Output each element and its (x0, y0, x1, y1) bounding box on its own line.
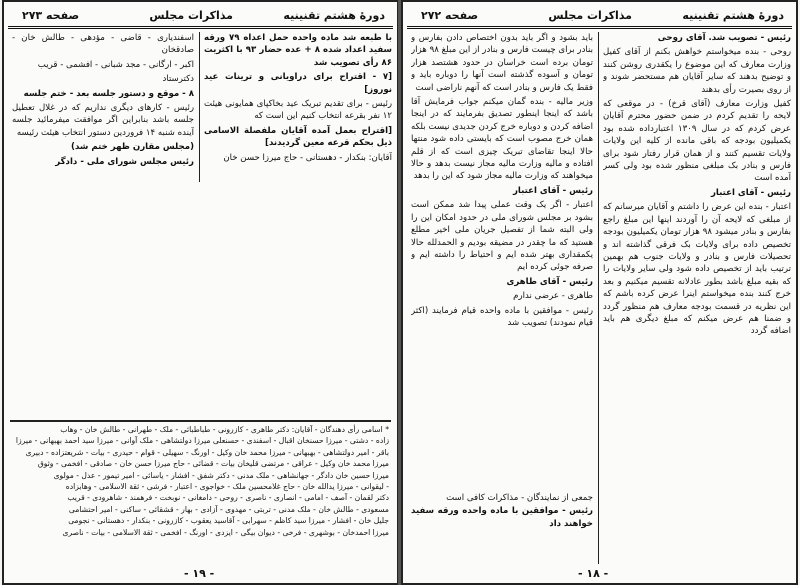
signature-line: رئیس مجلس شورای ملی - دادگر (55, 156, 194, 167)
left-header-page: صفحه ۲۷۳ (22, 9, 80, 22)
column-divider (598, 32, 599, 564)
paragraph: کفیل وزارت معارف (آقای قرخ) - در موقعی که لایحه را تقدیم کردم در ضمن حضور محترم آقایان عرض کردم که در سال ۱۳۰۹ اعتبارداده شده بود یکمیلیون بودجه که باقی مانده از کلیه این ولایات ولایات تقسیم کنند و از همان قرار رفتار شود برای فارس و بنادر بک مبلغی منظور شده بود ولی کسر آمده است (603, 99, 791, 184)
column-divider (199, 32, 200, 182)
left-header-journal: دورهٔ هشتم تقنینیه (283, 9, 385, 22)
left-page-right-column (204, 32, 392, 187)
paragraph: رئیس - برای تقدیم تبریک عید بخاکپای همایونی هیئت ۱۲ نفر بقرعه انتخاب کنیم این است که (204, 99, 392, 122)
paragraph: دکترستاد (162, 74, 194, 85)
paragraph: رئیس - آقای اعتبار (512, 185, 593, 196)
right-page-number: - ۱۸ - (578, 567, 609, 580)
section-heading: [٧ - اقتراح برای دراویانی و ترینات عید نوروز] (204, 72, 392, 95)
right-page-left-column (411, 32, 593, 487)
paragraph: رئیس - کارهای دیگری نداریم که در غلال تعطیل جلسه باشد بنابراین اگر موافقت میفرمائید جلسه آینده شنبه ۱۴ فروردین دستور انتخاب هیئت رئیسه (12, 103, 194, 138)
paragraph: [اقتراح بعمل آمده آقایان ملفصلة الاسامی ذیل بحکم قرعه معین گردیدند] (204, 125, 392, 149)
footnote-line: - لیقوانی - میرزا یدالله خان - حاج غلامحسین ملک - خواجوی - اعتبار - فرشی - ثقة الاسلامی - وهابزاده (65, 482, 389, 492)
paragraph: جمعی از نمایندگان - مذاکرات کافی است (446, 493, 593, 503)
paragraph: رئیس - آقای اعتبار (710, 187, 791, 198)
footnote-line: باقر - امیر دولتشاهی - بهبهانی - میرزا محمد خان وکیل - اورنگ - سهیلی - قوام - حیدری - بیات - شریعتزاده - دبیری (25, 447, 389, 457)
paragraph: باید بشود و اگر باید بدون اختصاص دادن بفارس و بنادر برای چیست فارس و بنادر از این مبلغ ۹۸ هزار تومان برده است خراسان در حدود هشتصد هزار تومان و آسوده گذشته است آنها را دوباره باید و فقط یک فارس و بنادر است که آنهم ناراضی است (411, 33, 593, 93)
paragraph: رئیس - آقای طاهری (506, 276, 593, 287)
right-header-title: مذاکرات مجلس (548, 9, 632, 22)
right-page (401, 0, 798, 585)
footnote-line: مسعودی - طالش خان - ملک مدنی - تربتی - مهدوی - آزادی - بهار - قشقائی - ساکنی - امیر احتشامی (68, 504, 389, 514)
right-header-page: صفحه ۲۷۲ (421, 9, 479, 22)
footnote-line: میرزا احمدخان - بوشهری - فرخی - دیوان بیگی - ایزدی - اورنگ - افخمی - ثقة الاسلامی - بیات - ناصری (62, 527, 389, 537)
paragraph: روحی - بنده میخواستم خواهش بکنم از آقای کفیل وزارت معارف که این موضوع را یکقدری روشن کنند و توضیح بدهند که سایر آقایان هم مستحضر شوند و از روی بصیرت رأی بدهند (603, 47, 791, 95)
footnote-line: * اسامی رأی دهندگان - آقایان: دکتر طاهری - کازرونی - طباطبائی - ملک - طهرانی - طالش خان - وهاب (60, 425, 389, 434)
left-footnote (12, 424, 389, 564)
paragraph: رئیس - تصویب شد. آقای روحی (657, 33, 791, 43)
paragraph: با طبعه شد ماده واحده حمل اعداه ۷۹ ورقه سفید اعداد شده ۸ + عده حضار ۹۳ با اکثریت ۸۶ رأی تصویب شد (204, 33, 392, 68)
left-page (2, 0, 399, 585)
paragraph: آقایان: بنکدار - دهستانی - حاج میرزا حسن خان (223, 152, 392, 163)
paragraph: رئیس - موافقین با ماده واحده ورقه سفید خواهند داد (411, 506, 593, 529)
footnote-line: دکتر لقمان - آصف - امامی - انصاری - ناصری - روحی - دامغانی - نوبخت - فرهمند - شاهرودی - قریب (67, 493, 389, 503)
footnote-line: میرزا حسین خان دادگر - جهانشاهی - ملک مدنی - دکتر شفق - افشار - یاسائی - امیر تیمور - عدل - مولوی (53, 470, 389, 480)
right-page-header (407, 6, 792, 29)
paragraph: رئیس - موافقین با ماده واحده قیام فرمایند (اکثر قیام نمودند) تصویب شد (411, 305, 593, 328)
footnote-divider (10, 420, 391, 422)
left-page-number: - ۱۹ - (184, 567, 215, 580)
footnote-line: زاده - دشتی - میرزا حسنخان اقبال - اسفندی - حسنعلی میرزا دولتشاهی - ملک آوانی - میرزا سید احمد بهبهانی - میرزا (15, 436, 389, 446)
footnote-line: جلیل خان - افشار - میرزا سید کاظم - سهرابی - آقاسید یعقوب - کازرونی - بنکدار - دهستانی - نجومی (68, 516, 389, 526)
paragraph: اسفندیاری - قاضی - مؤدهی - طالش خان - صادقخان (12, 33, 194, 56)
footnote-line: میرزا محمد خان وکیل - عراقی - مرتضی قلیخان بیات - قضائی - حاج میرزا حسن خان - صادقی - افخمی - وثوق (37, 459, 389, 469)
left-page-left-column (12, 32, 194, 192)
paragraph: وزیر مالیه - بنده گمان میکنم جواب فرمایش آقا باشد که اینجا اینطور تصدیق بفرمایند که در اینجا اضافه کردن و دوباره خرج کردن جدیدی نیست بلکه همان خرج مصوب است که بایستی داده شود منتها حالا اینجا تقاضای تبریک چیزی است که از قلم افتاده و مالیه وزارت مالیه مجاز نیست بدهد و حالا میخواهند که وزارت مالیه مجاز شود که این را بدهد (411, 97, 593, 182)
paragraph: اکبر - ارگانی - مجد شبانی - افشمی - قریب (37, 59, 194, 70)
section-heading: ۸ - موقع و دستور جلسه بعد - ختم جلسه (23, 88, 194, 99)
paragraph: اعتبار - اگر یک وقت عملی پیدا شد ممکن است بشود بر مجلس شورای ملی در حدود امکان این را ولی البته شما از تفصیل جریان ملی اخیر مطلع هستید که ما چقدر در مضیقه بودیم و الحمدلله حالا یکمقداری بهتر شده ایم و احتیاط را داشته ایم و صرفه جوئی کرده ایم (411, 200, 593, 273)
right-page-closing (411, 492, 593, 562)
paragraph: (مجلس مقارن ظهر ختم شد) (71, 142, 194, 153)
right-page-right-column (603, 32, 791, 562)
paragraph: اعتبار - بنده این عرض را داشتم و آقایان میرسانم که از مبلغی که لایحه آن را آوردند اینها این مبلغ راجع بفارس و بنادر میشود ۹۸ هزار تومان یکمیلیون بودجه تخصیص داده برای ولایات بک فرقی گذاشته اند و تحصیلات فارس و بنادر و ولایات جنوب هم بهمین ترتیب باید از تخصیص داده شود ولی سایر ولایات را که بقیه مبلغ باشد بطور عادلانه تقسیم میکنیم و بعد خرج کنند بنده میخواستم اینرا عرض کرده باشم که این نظریه در قسمت بودجه معارف هم منظور گردد و ضمنا هم عرض میکنم که مبلغ دیگری هم باید اضافه گردد (603, 202, 791, 337)
left-page-header (8, 6, 393, 29)
right-header-journal: دورهٔ هشتم تقنینیه (682, 9, 784, 22)
left-header-title: مذاکرات مجلس (149, 9, 233, 22)
paragraph: طاهری - عرضی ندارم (513, 291, 593, 302)
